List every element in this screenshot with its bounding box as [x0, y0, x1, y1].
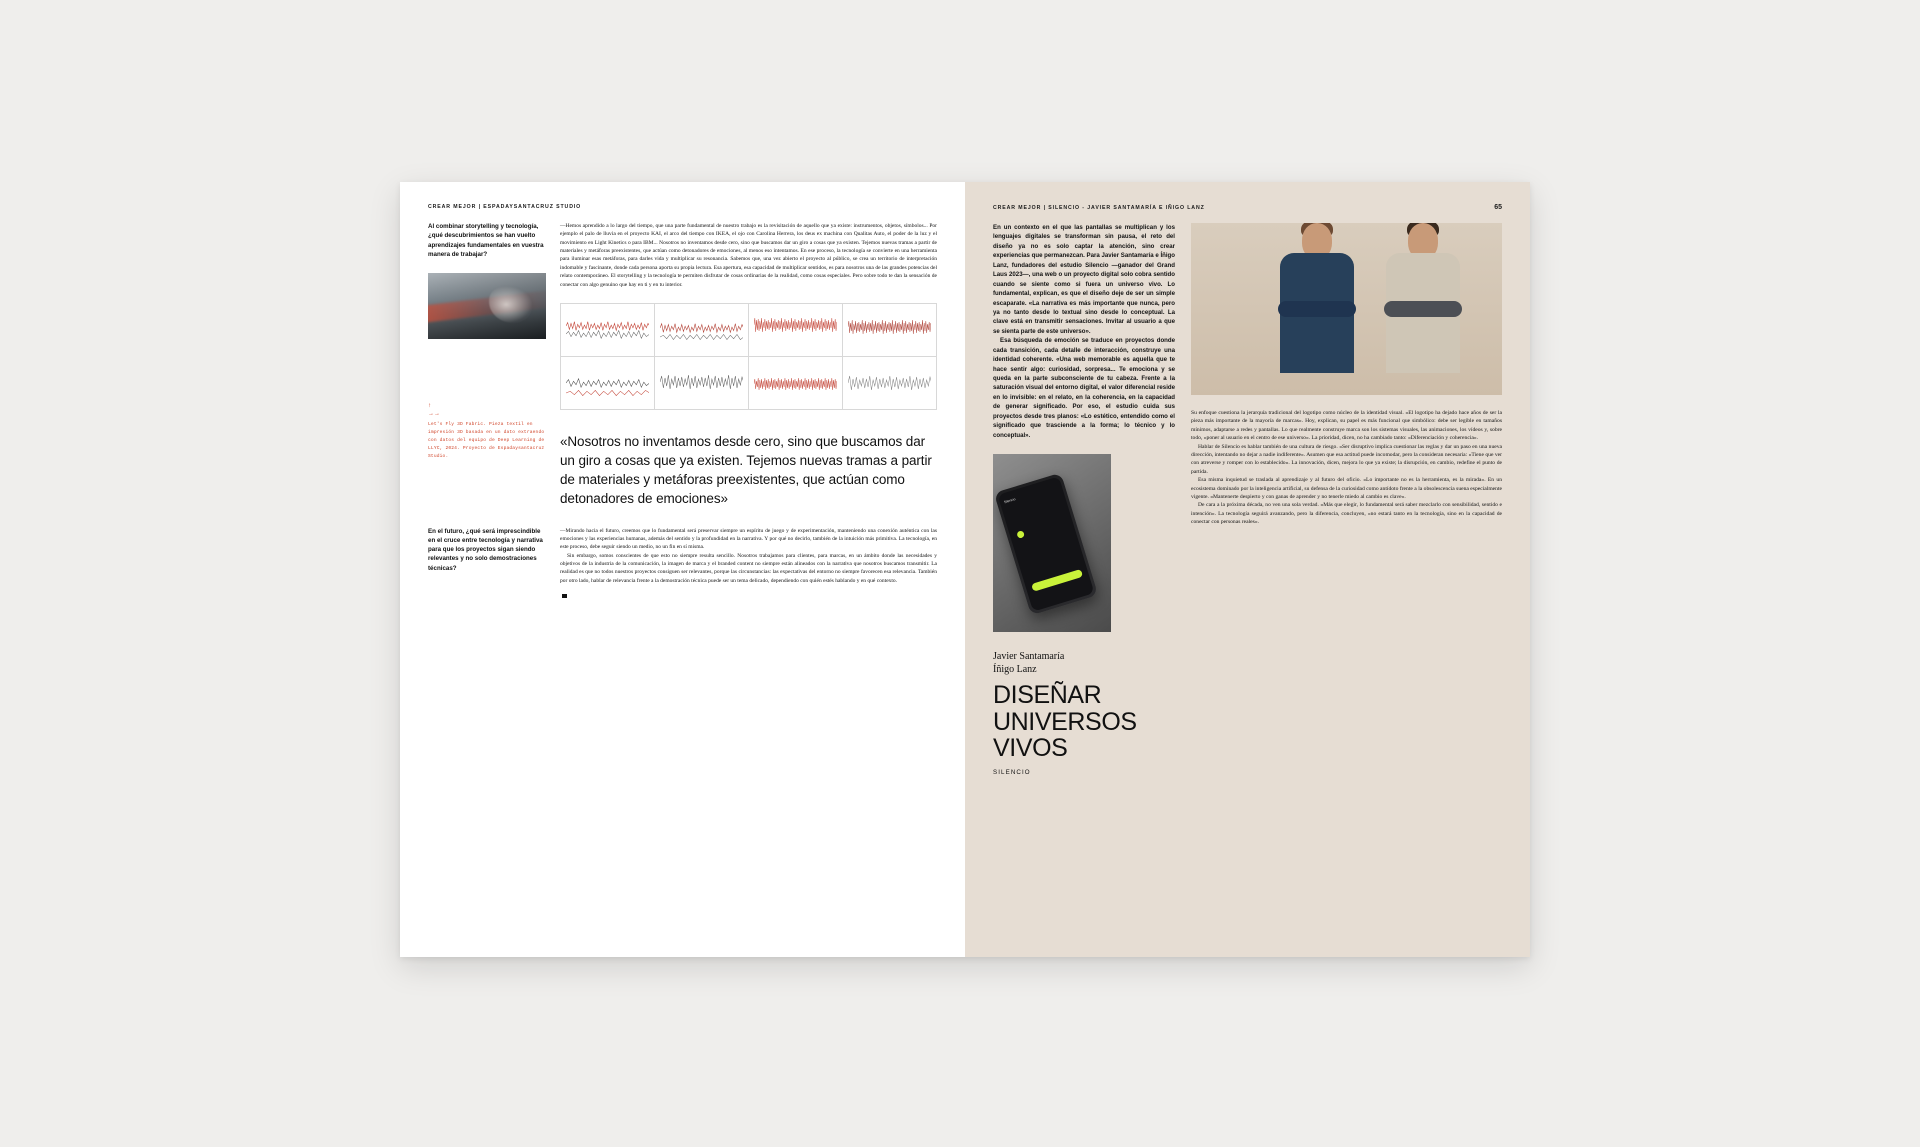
left-running-head	[428, 204, 937, 210]
thumbnail-8	[843, 357, 936, 409]
folio-number: 65	[1494, 204, 1502, 211]
right-running-head	[993, 204, 1502, 211]
waveform-icon	[566, 328, 650, 340]
waveform-icon	[848, 374, 932, 392]
body-paragraph-2: Hablar de Silencio es hablar también de una cultura de riesgo. «Ser disruptivo implica cuestionar las reglas y dar un paso en una nueva dirección, intentando no dejar a nadie indiferente». Asumen que esa actitud puede incomodar, pero la consideran necesaria: «Tiene que ver con atreverse y romper con lo establecido». La innovación, dicen, mejora lo que ya existe; la disrupción, en cambio, redefine el punto de partida.	[1191, 443, 1502, 475]
article-title-line-1: DISEÑAR	[993, 681, 1102, 710]
magazine-spread	[400, 182, 1530, 957]
thumbnail-3	[749, 304, 842, 356]
lead-paragraph-2: Esa búsqueda de emoción se traduce en proyectos donde cada transición, cada detalle de interacción, construye una identidad coherente. «Una web memorable es aquella que te hace sentir algo: curiosidad, sorpresa... Te emociona y se queda en la parte subconsciente de tu cabeza. Frente a la saturación visual del entorno digital, el valor diferencial reside en lo invisible: en el relato, en la coherencia, en la capacidad de generar significado. Por eso, el estudio cuida sus proyectos desde tres planos: «Lo estético, entendido como el significado que trasciende a la forma; lo técnico y lo conceptual».	[993, 337, 1175, 439]
author-name-2: Íñigo Lanz	[993, 664, 1037, 676]
question-2: En el futuro, ¿qué será imprescindible en el cruce entre tecnología y narrativa para que los proyectos sigan siendo relevantes y no solo demostraciones técnicas?	[428, 527, 543, 572]
body-paragraph-1: Su enfoque cuestiona la jerarquía tradicional del logotipo como núcleo de la identidad visual. «El logotipo ha dejado hace años de ser la pieza más importante de la mayoría de marcas». Hoy, explican, su papel es más funcional que simbólico: debe ser legible en tamaños mínimos, adaptarse a redes y pantallas. Lo que realmente construye marca son los sistemas visuales, las animaciones, los vídeos y, sobre todo, «poner al usuario en el centro de ese universo». La prioridad, dicen, no ha cambiado tanto: «Diferenciación y coherencia».	[1191, 410, 1502, 442]
body-paragraph-4: De cara a la próxima década, no ven una sola verdad. «Más que elegir, lo fundamental será saber mezclarlo con sensibilidad, sentido e intención». La tecnología seguirá avanzando, pero la diferencia, concluyen, «no estará tanto en la tecnología, sino en la capacidad de conectar con personas reales».	[1191, 502, 1502, 526]
lead-text	[993, 223, 1175, 440]
right-columns	[993, 223, 1502, 776]
article-title	[993, 682, 1175, 762]
question-1: Al combinar storytelling y tecnología, ¿qué descubrimientos se han vuelto aprendizajes fundamentales en vuestra manera de trabajar?	[428, 223, 544, 258]
right-running-head-text: CREAR MEJOR | SILENCIO - JAVIER SANTAMARÍA E IÑIGO LANZ	[993, 205, 1205, 211]
portrait-photo	[1191, 223, 1502, 395]
answer-2-paragraph-1: —Mirando hacia el futuro, creemos que lo fundamental será preservar siempre un espíritu de juego y de experimentación, manteniendo una conexión auténtica con las emociones y las experiencias humanas, además del sentido y la profundidad en la narrativa. Y por qué no decirlo, también de la intuición más primitiva. La tecnología, en este proceso, debe seguir siendo un medio, no un fin en sí misma.	[560, 527, 937, 551]
body-paragraph-3: Esa misma inquietud se traslada al aprendizaje y al futuro del oficio. «Lo importante no es la herramienta, es la mirada». En un ecosistema dominado por la inteligencia artificial, su defensa de la curiosidad como antídoto frente a la obsolescencia suena especialmente vigente. «Mantenerte despierto y con ganas de aprender y no tenerle miedo al cambio es clave».	[1191, 477, 1502, 500]
author-block	[993, 650, 1175, 776]
answer-1-text: —Hemos aprendido a lo largo del tiempo, que una parte fundamental de nuestro trabajo es la revisitación de aquello que ya existe: instrumentos, objetos, símbolos... Por ejemplo el palo de lluvia en el proyecto KAI, el arco del tiempo con IKEA, el ojo con Carolina Herrera, los deus ex machina con Qualitas Auto, el poder de la luz y el movimiento en Light Kinetics o para IBM... Nosotros no inventamos desde cero, sino que buscamos dar un giro a cosas que ya existen. Tejemos nuevas tramas a partir de materiales y metáforas preexistentes, que actúan como detonadores de emociones, al menos eso intentamos. En ese proceso, la tecnología se convierte en una herramienta para iluminar esas metáforas, para darles vida y multiplicar su resonancia. Sabemos que, una vez abierto el proyecto al público, se crea un territorio de interpretación indomable y fascinante, donde cada persona aporta su propia lectura. Esa apertura, esa capacidad de multiplicar sentidos, es para nosotros una de las grandes potencias del relato contemporáneo. El storytelling y la tecnología te permiten disfrutar de cosas ordinarias de la realidad, como cosas especiales. Pero sobre todo te dan la sensación de conectar con algo genuino que hay en ti y en tu interior.	[560, 223, 937, 288]
waveform-icon	[660, 331, 744, 343]
thumbnail-1	[561, 304, 654, 356]
lead-paragraph-1: En un contexto en el que las pantallas se multiplican y los lenguajes digitales se transforman sin pausa, el reto del diseño ya no es solo captar la atención, sino crear experiencias que permanezcan. Para Javier Santamaría e Íñigo Lanz, fundadores del estudio Silencio —ganador del Grand Laus 2023—, una web o un proyecto digital solo cobra sentido cuando se siente como si fuera un universo vivo. Lo fundamental, explican, es que el diseño deje de ser un simple escaparate. «La narrativa es más importante que nunca, pero ya no tanto desde lo textual sino desde lo conceptual. La clave está en transmitir sensaciones. Invitar al usuario a que se sienta parte de este universo».	[993, 224, 1175, 335]
answer-1	[560, 222, 937, 289]
thumbnail-grid	[560, 303, 937, 410]
portrait-person-1	[1272, 223, 1362, 395]
thumbnail-5	[561, 357, 654, 409]
phone-photo	[993, 454, 1111, 632]
thumbnail-4	[843, 304, 936, 356]
phone-screen-text: Silencio	[1003, 497, 1016, 505]
left-bottom-sidebar	[428, 527, 546, 604]
waveform-icon	[566, 387, 650, 399]
arms-shape	[1384, 301, 1462, 317]
caption-arrows: ↑ →→	[428, 403, 440, 417]
portrait-person-2	[1378, 223, 1468, 395]
waveform-icon	[754, 316, 838, 334]
right-page	[965, 182, 1530, 957]
pull-quote: «Nosotros no inventamos desde cero, sino que buscamos dar un giro a cosas que ya existen. Tejemos nuevas tramas a partir de materiales y metáforas preexistentes, que actúan como detonadores de emociones»	[560, 433, 932, 507]
smartphone-mockup	[994, 473, 1098, 616]
thumbnail-2	[655, 304, 748, 356]
left-main-column	[560, 222, 937, 509]
article-title-line-3: VIVOS	[993, 734, 1068, 763]
caption-block	[428, 403, 546, 461]
article-title-line-2: UNIVERSOS	[993, 707, 1137, 736]
studio-name: SILENCIO	[993, 768, 1031, 776]
left-bottom-main	[560, 527, 937, 604]
left-top-columns	[428, 222, 937, 509]
waveform-icon	[754, 375, 838, 393]
left-sidebar-column	[428, 222, 546, 509]
caption-text: Let's Fly 3D Fabric. Pieza textil en impresión 3D basada en un dato extraendo con datos del equipo de Deep Learning de LLYC, 2024. Proyecto de Espadaysantacruz Studio.	[428, 422, 545, 460]
left-bottom-columns	[428, 527, 937, 604]
thumbnail-6	[655, 357, 748, 409]
left-running-head-text: CREAR MEJOR | ESPADAYSANTACRUZ STUDIO	[428, 204, 582, 210]
runner-photo	[428, 273, 546, 339]
answer-2	[560, 527, 937, 586]
arms-shape	[1278, 301, 1356, 317]
thumbnail-7	[749, 357, 842, 409]
waveform-icon	[848, 318, 932, 336]
waveform-icon	[660, 373, 744, 391]
end-mark	[562, 594, 567, 599]
right-body-text	[1191, 409, 1502, 526]
answer-2-paragraph-2: Sin embargo, somos conscientes de que esto no siempre resulta sencillo. Nosotros trabajamos para clientes, para marcas, en un ámbito donde las necesidades y objetivos de la industria de la comunicación, la imagen de marca y el branded content no siempre están alineados con la narrativa que nosotros buscamos transmitir. La realidad es que no todos nuestros proyectos consiguen ser relevantes, porque las circunstancias: las expectativas del entorno no siempre favorecen esa relevancia. También por otro lado, hablar de relevancia frente a la demostración técnica puede ser un tema delicado, dependiendo con quién estés hablando y en qué contexto.	[560, 552, 937, 584]
left-page	[400, 182, 965, 957]
right-main-column	[1191, 223, 1502, 776]
author-name-1: Javier Santamaría	[993, 651, 1065, 663]
right-lead-column	[993, 223, 1175, 776]
